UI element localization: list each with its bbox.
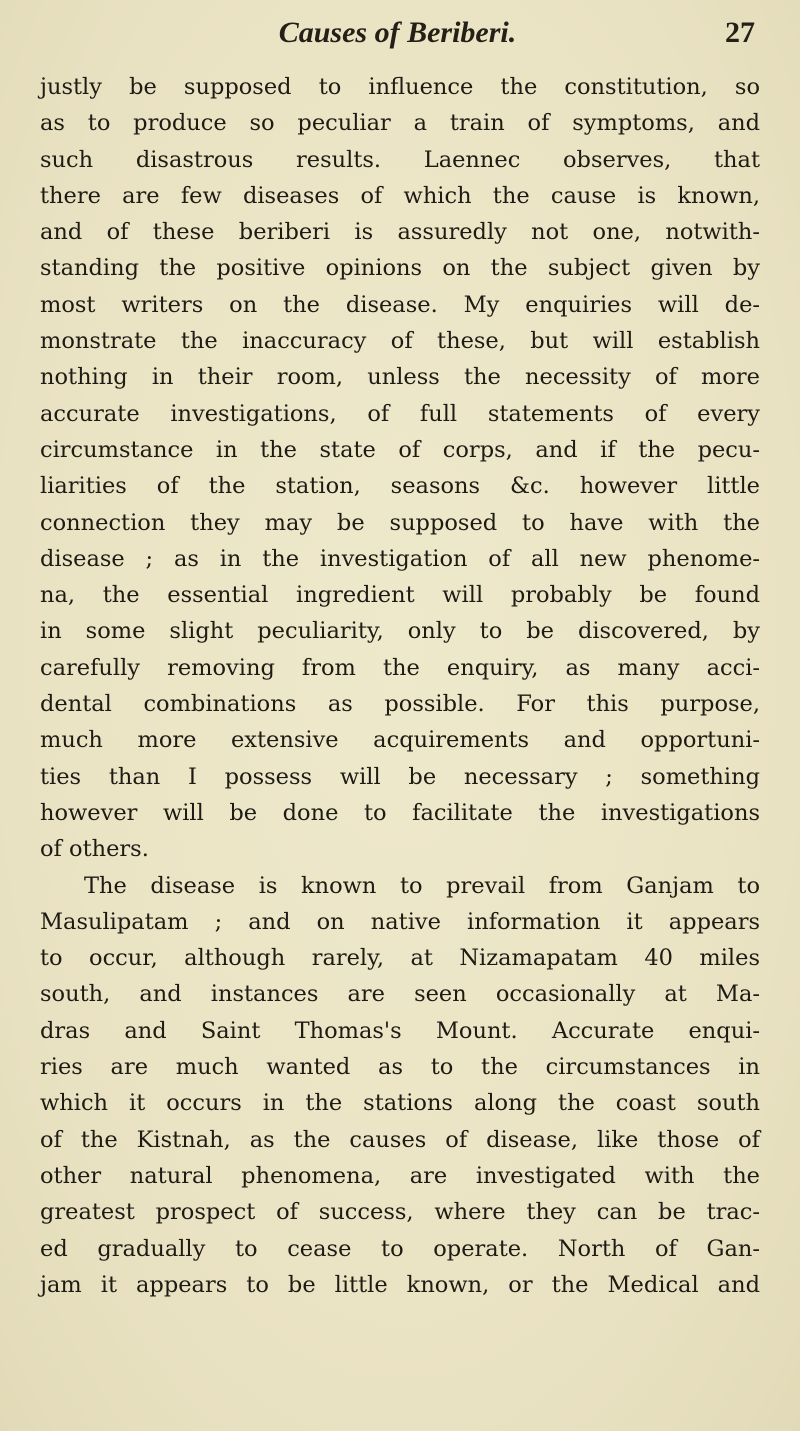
text-line: na, the essential ingredient will probably be found bbox=[40, 582, 760, 609]
text-line: connection they may be supposed to have with the bbox=[40, 509, 760, 536]
text-line: The disease is known to prevail from Ganjam to bbox=[84, 872, 760, 899]
text-line: monstrate the inaccuracy of these, but will establish bbox=[40, 328, 760, 355]
text-line: greatest prospect of success, where they can be trac- bbox=[40, 1199, 760, 1226]
text-line: ries are much wanted as to the circumstances in bbox=[40, 1054, 760, 1081]
text-line: nothing in their room, unless the necessity of more bbox=[40, 364, 760, 391]
text-line: as to produce so peculiar a train of symptoms, and bbox=[40, 110, 760, 137]
text-line: other natural phenomena, are investigated with the bbox=[40, 1162, 760, 1189]
text-line: in some slight peculiarity, only to be discovered, by bbox=[40, 618, 760, 645]
paragraph-2 bbox=[40, 868, 760, 1304]
page-number: 27 bbox=[725, 16, 755, 49]
text-line: accurate investigations, of full statements of every bbox=[40, 400, 760, 427]
text-line: much more extensive acquirements and opportuni- bbox=[40, 727, 760, 754]
text-line: of the Kistnah, as the causes of disease, like those of bbox=[40, 1126, 760, 1153]
body-text bbox=[40, 69, 760, 1303]
text-line: disease ; as in the investigation of all new phenome- bbox=[40, 545, 760, 572]
paragraph-1 bbox=[40, 69, 760, 868]
text-line: there are few diseases of which the cause is known, bbox=[40, 182, 760, 209]
text-line: Masulipatam ; and on native information it appears bbox=[40, 908, 760, 935]
text-line: and of these beriberi is assuredly not one, notwith- bbox=[40, 219, 760, 246]
text-line: jam it appears to be little known, or the Medical and bbox=[40, 1271, 760, 1298]
text-line: carefully removing from the enquiry, as many acci- bbox=[40, 654, 760, 681]
running-title: Causes of Beriberi. bbox=[278, 16, 517, 49]
text-line: south, and instances are seen occasionally at Ma- bbox=[40, 981, 760, 1008]
running-head bbox=[40, 8, 755, 48]
text-line: to occur, although rarely, at Nizamapatam 40 miles bbox=[40, 945, 760, 972]
text-line: which it occurs in the stations along the coast south bbox=[40, 1090, 760, 1117]
text-line: such disastrous results. Laennec observes, that bbox=[40, 146, 760, 173]
text-line: however will be done to facilitate the investigations bbox=[40, 799, 760, 826]
text-line: most writers on the disease. My enquiries will de- bbox=[40, 291, 760, 318]
text-line: dras and Saint Thomas's Mount. Accurate enqui- bbox=[40, 1017, 760, 1044]
text-line: dental combinations as possible. For this purpose, bbox=[40, 691, 760, 718]
text-line: ties than I possess will be necessary ; something bbox=[40, 763, 760, 790]
text-line: of others. bbox=[40, 836, 149, 863]
text-line: circumstance in the state of corps, and if the pecu- bbox=[40, 436, 760, 463]
text-line: ed gradually to cease to operate. North of Gan- bbox=[40, 1235, 760, 1262]
text-line: justly be supposed to influence the constitution, so bbox=[40, 74, 760, 100]
text-line: liarities of the station, seasons &c. however little bbox=[40, 473, 760, 500]
text-line: standing the positive opinions on the subject given by bbox=[40, 255, 760, 282]
